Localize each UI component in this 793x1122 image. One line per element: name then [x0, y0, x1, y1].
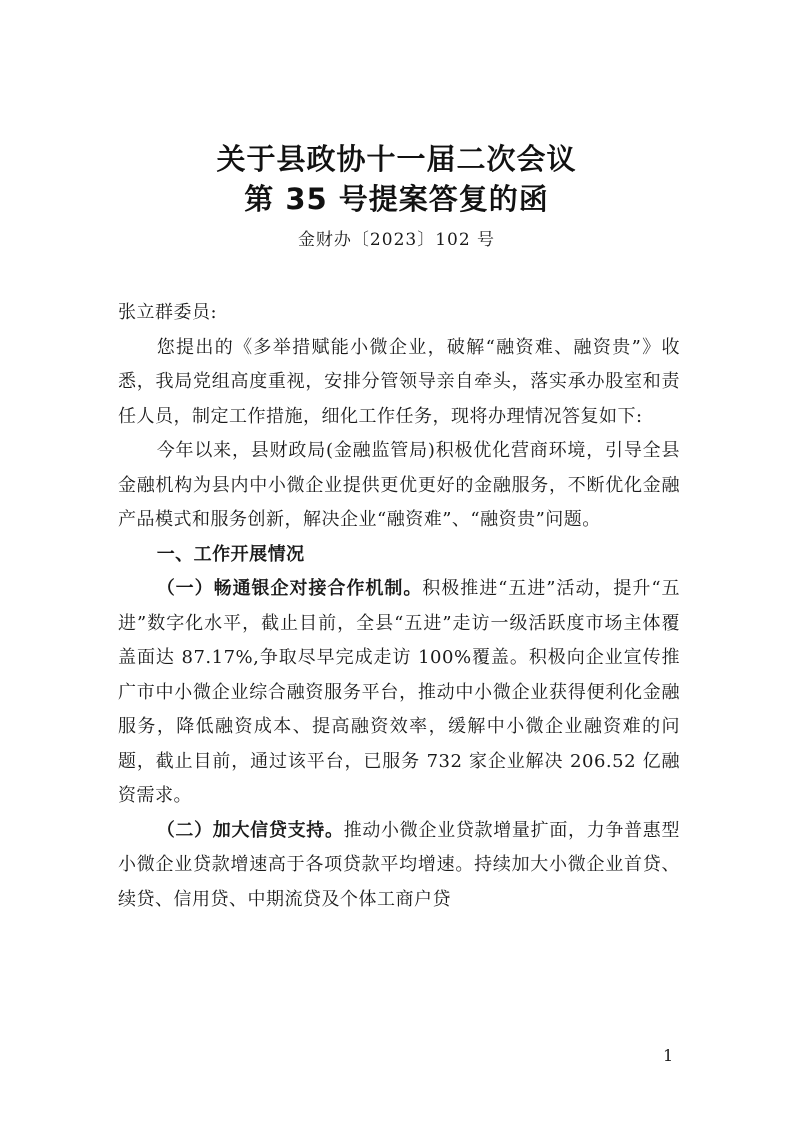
document-title-line-2: 第 35 号提案答复的函	[244, 182, 549, 216]
document-number: 金财办〔2023〕102 号	[297, 230, 496, 250]
subsection-1-lead: （一）畅通银企对接合作机制。	[156, 578, 423, 599]
salutation: 张立群委员:	[118, 302, 218, 323]
page-number: 1	[663, 1046, 674, 1065]
subsection-1-text: 积极推进“五进”活动，提升“五进”数字化水平，截止目前，全县“五进”走访一级活跃度市场主体覆盖面达 87.17%,争取尽早完成走访 100%覆盖。积极向企业宣传推广市中小微企业综合融资服务平台，推动中小微企业获得便利化金融服务，降低融资成本、提高融资效率，缓解中小微企业融资难的问题，截止目前，通过该平台，已服务 732 家企业解决 206.52 亿融资需求。	[118, 578, 681, 806]
document-title-line-1: 关于县政协十一届二次会议	[216, 142, 577, 176]
subsection-bank-enterprise	[118, 572, 680, 814]
subsection-2-text: 推动小微企业贷款增量扩面，力争普惠型小微企业贷款增速高于各项贷款平均增速。持续加大小微企业首贷、续贷、信用贷、中期流贷及个体工商户贷	[118, 819, 680, 910]
paragraph-overview: 今年以来，县财政局(金融监管局)积极优化营商环境，引导全县金融机构为县内中小微企业提供更优更好的金融服务，不断优化金融产品模式和服务创新，解决企业“融资难”、“融资贵”问题。	[118, 440, 680, 530]
paragraph-acknowledgement: 您提出的《多举措赋能小微企业，破解“融资难、融资贵”》收悉，我局党组高度重视，安排分管领导亲自牵头，落实承办股室和责任人员，制定工作措施，细化工作任务，现将办理情况答复如下:	[118, 336, 680, 427]
document-body	[118, 296, 680, 917]
subsection-2-lead: （二）加大信贷支持。	[156, 819, 344, 841]
section-heading-work-progress: 一、工作开展情况	[156, 543, 305, 565]
subsection-credit-support	[118, 814, 680, 918]
